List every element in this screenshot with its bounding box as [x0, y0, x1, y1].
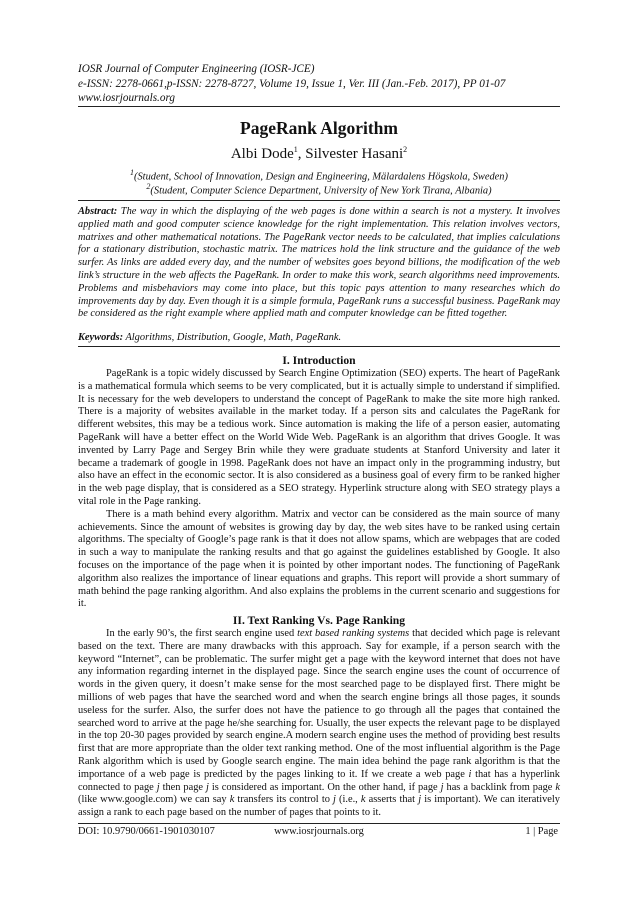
section-2-paragraph-1 — [78, 628, 560, 820]
section-1-heading: I. Introduction — [282, 354, 356, 367]
section-2-body — [78, 628, 560, 820]
affiliation-2-text: (Student, Computer Science Department, University of New York Tirana, Albania) — [150, 185, 492, 197]
paper-title: PageRank Algorithm — [240, 118, 398, 138]
abstract-bottom-rule — [78, 346, 560, 347]
journal-header — [78, 62, 560, 106]
section-2-heading: II. Text Ranking Vs. Page Ranking — [232, 614, 406, 627]
affiliation-2-sup: 2 — [146, 182, 151, 191]
text-run: is important). We can iteratively assign a rank to each page based on the number of pages that points to it. — [78, 794, 561, 819]
emphasis-run: j — [440, 781, 444, 793]
text-run: (like www.google.com) we can say — [78, 794, 230, 806]
affiliation-1-sup: 1 — [130, 168, 135, 177]
abstract-label: Abstract: — [78, 206, 118, 217]
text-run: is considered as important. On the other hand, if page — [208, 781, 441, 793]
emphasis-run: j — [418, 794, 422, 806]
affiliation-2 — [78, 180, 560, 197]
footer-rule — [78, 823, 560, 824]
keywords-label: Keywords: — [78, 332, 124, 343]
header-rule — [78, 106, 560, 107]
section-1-paragraph-2: There is a math behind every algorithm. Matrix and vector can be considered as the main source of many achievements. Since the amount of websites is growing day by day, the web sites have to be ranked using certain algorithms. The specialty of Google’s page rank is that it does not allow spams, which are webpages that are coded in such a way to manipulate the ranking results and that go against the guidelines established by Google. It also focuses on the importance of the page when it is pointed by other important nodes. The functioning of PageRank algorithm also realizes the importance of linear equations and graphs. This report will provide a short summary of math behind the page ranking algorithm. And also explains the problems in the current scenario and suggestions for it. — [78, 508, 560, 610]
footer-doi: DOI: 10.9790/0661-1901030107 — [78, 826, 215, 837]
keywords-text: Algorithms, Distribution, Google, Math, PageRank. — [125, 332, 342, 343]
emphasis-run: k — [360, 794, 366, 806]
text-run: (i.e., — [335, 794, 361, 806]
affiliation-1-text: (Student, School of Innovation, Design and Engineering, Mälardalens Högskola, Sweden) — [134, 171, 508, 183]
author-2: , Silvester Hasani — [297, 146, 404, 162]
keywords — [78, 331, 560, 344]
abstract — [78, 206, 560, 321]
text-run: transfers its control to — [234, 794, 334, 806]
journal-issn: e-ISSN: 2278-0661,p-ISSN: 2278-8727, Volume 19, Issue 1, Ver. III (Jan.-Feb. 2017), PP 01-07 — [78, 77, 506, 90]
text-run: then page — [159, 781, 207, 793]
emphasis-run: j — [156, 781, 160, 793]
author-2-sup: 2 — [403, 145, 408, 154]
emphasis-run: i — [468, 768, 472, 780]
author-1: Albi Dode — [230, 146, 294, 162]
author-1-sup: 1 — [293, 145, 298, 154]
text-run: asserts that — [365, 794, 419, 806]
emphasis-run: j — [333, 794, 336, 806]
emphasis-run: k — [229, 794, 235, 806]
emphasis-run: k — [555, 781, 561, 793]
footer-page-number: 1 | Page — [525, 826, 558, 837]
emphasis-run: j — [206, 781, 209, 793]
footer-url: www.iosrjournals.org — [274, 826, 364, 837]
journal-url: www.iosrjournals.org — [78, 92, 175, 104]
abstract-text: The way in which the displaying of the web pages is done within a search is not a mystery. It involves applied math and good computer science knowledge for the right implementation. This relation involves vectors, matrixes and other mathematical notations. The PageRank vector needs to be calculated, that implies calculations for a stationary distribution, stochastic matrix. The matrices hold the link structure and the guidance of the web surfer. As links are added every day, and the number of websites goes beyond billions, the modification of the web link’s structure in the web affects the PageRank. In order to make this work, search algorithms need improvements. Problems and misbehaviors may come into place, but this topic pays attention to many researches which do improvements day by day. Even though it is a simple formula, PageRank runs a successful business. PageRank may be considered as the right example where applied math and computer knowledge can be fitted together. — [78, 206, 560, 320]
paper-authors — [78, 145, 560, 163]
text-run: that decided which page is relevant based on the text. There are many drawbacks with this approach. Say for example, if a person search with the keyword “Internet”, can be problematic. The surfer might get a page with the keyword internet that does not have any information regarding internet in the displayed page. Since the search engine uses the count of occurrence of words in the given query, it doesn’t make sense for the most searched page to be displayed first. There might be millions of web pages that have the searched word and when the search engine brings all those pages, it sounds useless for the surfer. Also, the surfer does not have the patience to go through all the pages that contained the searched word to arrive at the page he/she searching for. Usually, the user expects the relevant page to be displayed in the top 20-30 pages provided by search engine.A modern search engine uses the method of providing best results first that are more appropriate than the older text ranking method. One of the most influential algorithm is the Page Rank algorithm which is used by Google search engine. The main idea behind the page rank algorithm is that the importance of a web page is predicted by the pages linking to it. If we create a web page — [78, 628, 561, 780]
text-run: has a backlink from page — [443, 781, 556, 793]
text-run: In the early 90’s, the first search engine used — [106, 628, 298, 639]
emphasis-run: text based ranking systems — [297, 628, 410, 639]
section-1-paragraph-1: PageRank is a topic widely discussed by Search Engine Optimization (SEO) experts. The heart of PageRank is a mathematical formula which seems to be very complicated, but it is actually simple to understand if simplified. It is necessary for the web developers to understand the concept of PageRank to make the site more high ranked. There is a majority of websites available in the market today. If a person sits and calculates the PageRank for different websites, this may be a tedious work. Since automation is making the life of a person easier, automating PageRank will have a better effect on the World Wide Web. PageRank is an algorithm that drives Google. It was invented by Larry Page and Sergey Brin while they were graduate students at Stanford University and later it became a trademark of google in 1998. PageRank does not have an impact only in the programming industry, but also have an effect in the economic sector. It is also considered as a business goal of every firm to be ranked higher in the web page display, that is considered as a SEO strategy. Hyperlink structure along with SEO strategy plays a vital role in the Page ranking. — [78, 368, 560, 507]
journal-name: IOSR Journal of Computer Engineering (IOSR-JCE) — [78, 63, 315, 75]
abstract-top-rule — [78, 200, 560, 201]
section-1-body — [78, 368, 560, 611]
text-run: that has a hyperlink connected to page — [78, 768, 560, 793]
